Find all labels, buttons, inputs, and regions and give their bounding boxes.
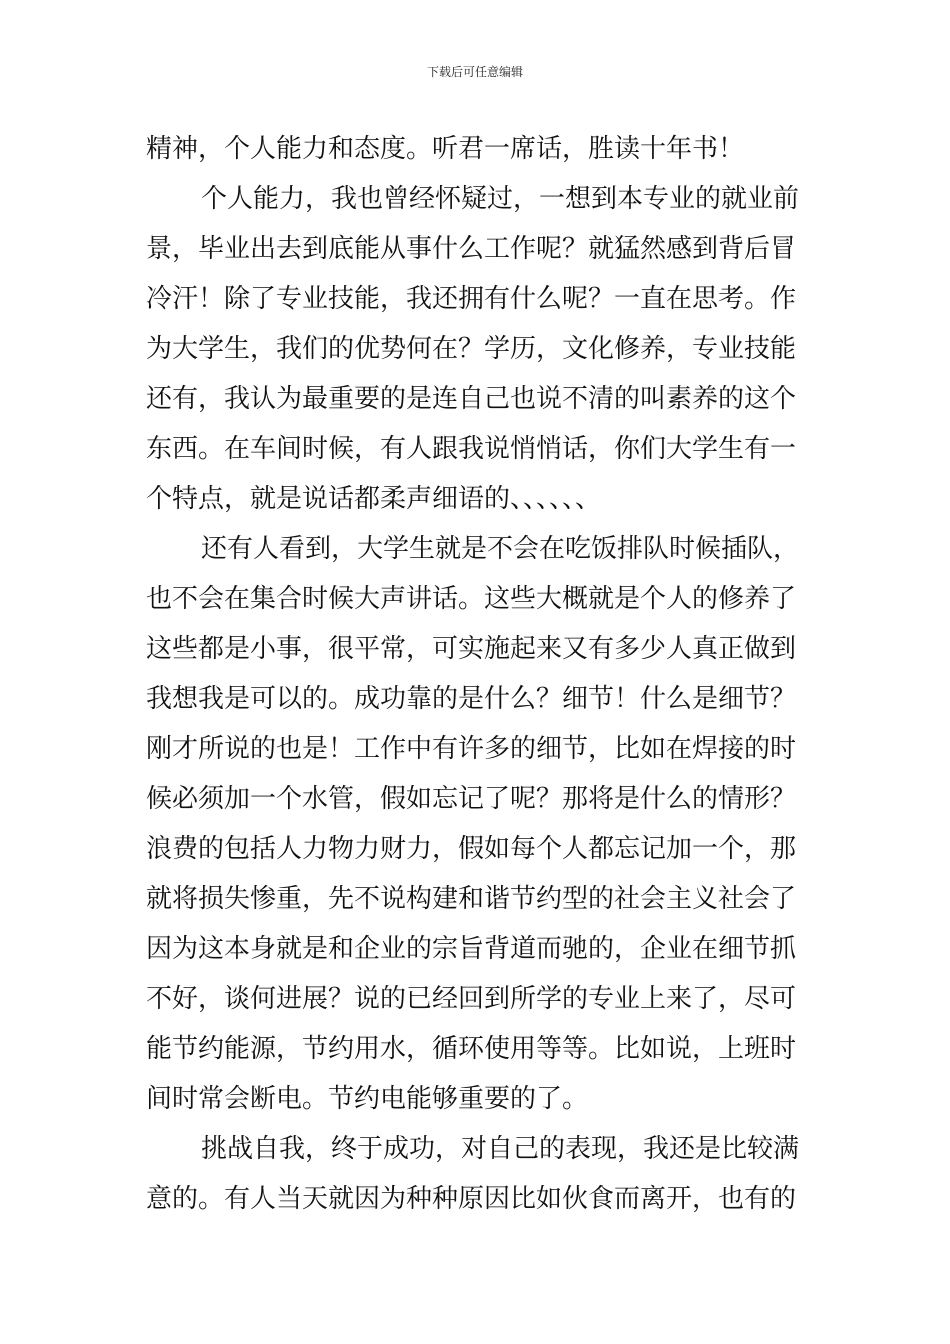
paragraph-first-line: 挑战自我，终于成功，对自己的表现，我还是比较满	[201, 1134, 800, 1164]
body-text	[146, 124, 806, 1224]
text-line: 间时常会断电。节约电能够重要的了。	[146, 1084, 589, 1114]
text-line: 意的。有人当天就因为种种原因比如伙食而离开，也有的	[146, 1184, 797, 1214]
text-line: 精神，个人能力和态度。听君一席话，胜读十年书！	[146, 134, 745, 164]
text-line: 还有，我认为最重要的是连自己也说不清的叫素养的这个	[146, 384, 797, 414]
text-line: 因为这本身就是和企业的宗旨背道而驰的，企业在细节抓	[146, 934, 797, 964]
text-line: 不好，谈何进展？说的已经回到所学的专业上来了，尽可	[146, 984, 797, 1014]
text-line: 景，毕业出去到底能从事什么工作呢？就猛然感到背后冒	[146, 234, 797, 264]
text-line: 个特点，就是说话都柔声细语的、、、、、、	[146, 484, 602, 514]
text-line: 东西。在车间时候，有人跟我说悄悄话，你们大学生有一	[146, 434, 797, 464]
text-line: 这些都是小事，很平常，可实施起来又有多少人真正做到	[146, 634, 797, 664]
text-line: 就将损失惨重，先不说构建和谐节约型的社会主义社会了	[146, 884, 797, 914]
page-header: 下载后可任意编辑	[426, 65, 523, 79]
paragraph-first-line: 还有人看到，大学生就是不会在吃饭排队时候插队，	[201, 534, 800, 564]
text-line: 刚才所说的也是！工作中有许多的细节，比如在焊接的时	[146, 734, 797, 764]
text-line: 浪费的包括人力物力财力，假如每个人都忘记加一个，那	[146, 834, 797, 864]
text-line: 我想我是可以的。成功靠的是什么？细节！什么是细节？	[146, 684, 797, 714]
paragraph-first-line: 个人能力，我也曾经怀疑过，一想到本专业的就业前	[201, 184, 800, 214]
text-line: 候必须加一个水管，假如忘记了呢？那将是什么的情形？	[146, 784, 797, 814]
text-line: 冷汗！除了专业技能，我还拥有什么呢？一直在思考。作	[146, 284, 797, 314]
text-line: 也不会在集合时候大声讲话。这些大概就是个人的修养了	[146, 584, 797, 614]
text-line: 能节约能源，节约用水，循环使用等等。比如说，上班时	[146, 1034, 797, 1064]
text-line: 为大学生，我们的优势何在？学历，文化修养，专业技能	[146, 334, 797, 364]
